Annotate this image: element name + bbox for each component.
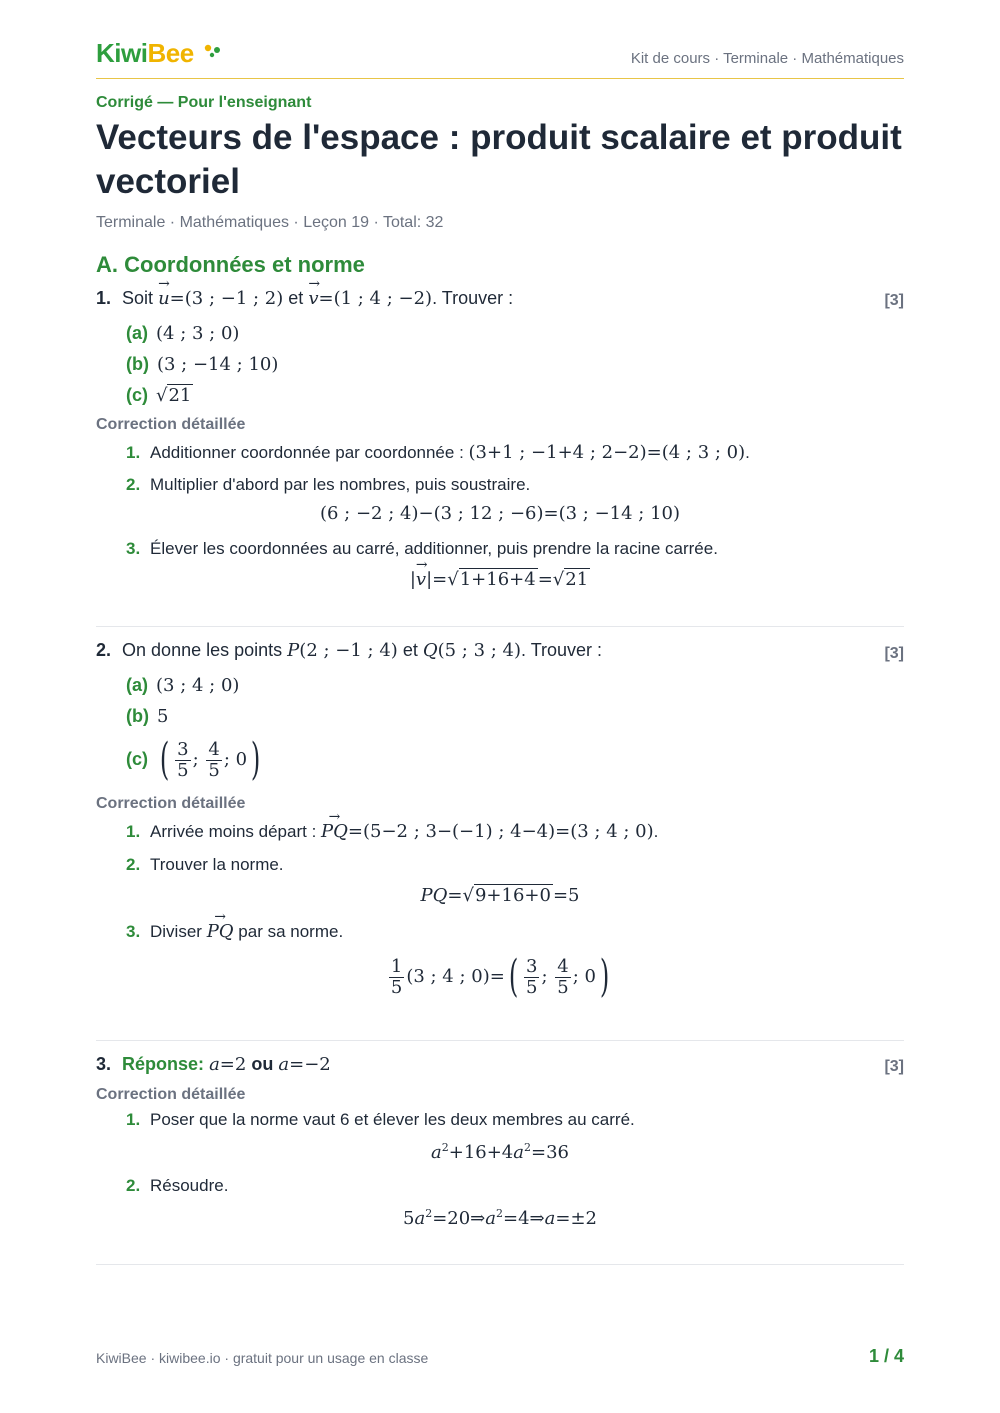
q1-vector-u: → u=(3 ; −1 ; 2): [158, 288, 283, 309]
divider: [96, 626, 904, 627]
q2-correction-heading: Correction détaillée: [96, 795, 246, 812]
footer-text: KiwiBee · kiwibee.io · gratuit pour un usage en classe: [96, 1350, 429, 1366]
worksheet-page: [96, 0, 904, 1413]
q1-option-a: (a) (4 ; 3 ; 0): [126, 323, 240, 344]
answer-key-label: Corrigé — Pour l'enseignant: [96, 94, 312, 111]
q3-step-1-math: $a^2+16+4a^2=36$: [431, 1141, 569, 1163]
q2-option-a: (a) (3 ; 4 ; 0): [126, 675, 240, 696]
q3-points: [3]: [884, 1058, 904, 1075]
question-3: 3. Réponse: a=2 ou a=−2: [96, 1054, 331, 1075]
q2-option-b: (b) 5: [126, 706, 169, 727]
q1-option-b: (b) (3 ; −14 ; 10): [126, 354, 279, 375]
q2-step-2: 2. Trouver la norme.: [126, 855, 284, 874]
q1-vector-v: → v=(1 ; 4 ; −2): [308, 288, 432, 309]
q2-step-3-math: $\frac{1}{5}$ (3 ; 4 ; 0)=( $\frac{3}{5}$ ; $\frac{4}{5}$ ; 0): [390, 951, 610, 1002]
question-2: 2. On donne les points P(2 ; −1 ; 4) et Q(5 ; 3 ; 4). Trouver :: [96, 640, 603, 661]
q1-step-3: 3. Élever les coordonnées au carré, additionner, puis prendre la racine carrée.: [126, 539, 718, 558]
q2-option-c: (c) ( $\frac{3}{5}$ ; $\frac{4}{5}$ ; 0): [126, 734, 261, 785]
logo-dots-icon: [201, 42, 225, 62]
q3-step-2-math: $5a^2=20\Rightarrow a^2=4\Rightarrow a=\pm 2$: [403, 1207, 597, 1229]
page-title: Vecteurs de l'espace : produit scalaire et produit vectoriel: [96, 118, 902, 201]
q1-points: [3]: [884, 292, 904, 309]
course-kit-label: Kit de cours · Terminale · Mathématiques: [630, 50, 904, 67]
q3-correction-heading: Correction détaillée: [96, 1086, 246, 1103]
question-1: 1. Soit → u=(3 ; −1 ; 2) et → v=(1 ; 4 ; −2). Trouver :: [96, 288, 513, 309]
divider: [96, 1040, 904, 1041]
q2-step-2-math: PQ=√9+16+0 =5: [420, 885, 580, 906]
q1-step-2: 2. Multiplier d'abord par les nombres, puis soustraire.: [126, 475, 531, 494]
q2-points: [3]: [884, 645, 904, 662]
q1-step-1: 1. Additionner coordonnée par coordonnée : (3+1 ; −1+4 ; 2−2)=(4 ; 3 ; 0).: [126, 442, 750, 463]
page-header: [96, 38, 904, 79]
q1-option-c: (c) √21: [126, 385, 192, 406]
q1-step-2-math: (6 ; −2 ; 4)−(3 ; 12 ; −6)=(3 ; −14 ; 10): [319, 503, 681, 524]
q1-correction-heading: Correction détaillée: [96, 416, 246, 433]
q2-step-3: 3. Diviser → PQ par sa norme.: [126, 921, 343, 942]
section-heading: A. Coordonnées et norme: [96, 252, 365, 277]
lesson-meta: Terminale · Mathématiques · Leçon 19 · Total: 32: [96, 214, 444, 231]
divider: [96, 1264, 904, 1265]
page-number: 1 / 4: [868, 1346, 904, 1366]
q2-step-1: 1. Arrivée moins départ : → PQ=(5−2 ; 3−(−1) ; 4−4)=(3 ; 4 ; 0).: [126, 821, 658, 842]
kiwibee-logo: KiwiBee: [96, 38, 194, 68]
q3-step-1: 1. Poser que la norme vaut 6 et élever les deux membres au carré.: [126, 1110, 635, 1129]
q3-step-2: 2. Résoudre.: [126, 1176, 229, 1195]
q1-step-3-math: |→ v|=√1+16+4 =√21: [96, 569, 904, 590]
